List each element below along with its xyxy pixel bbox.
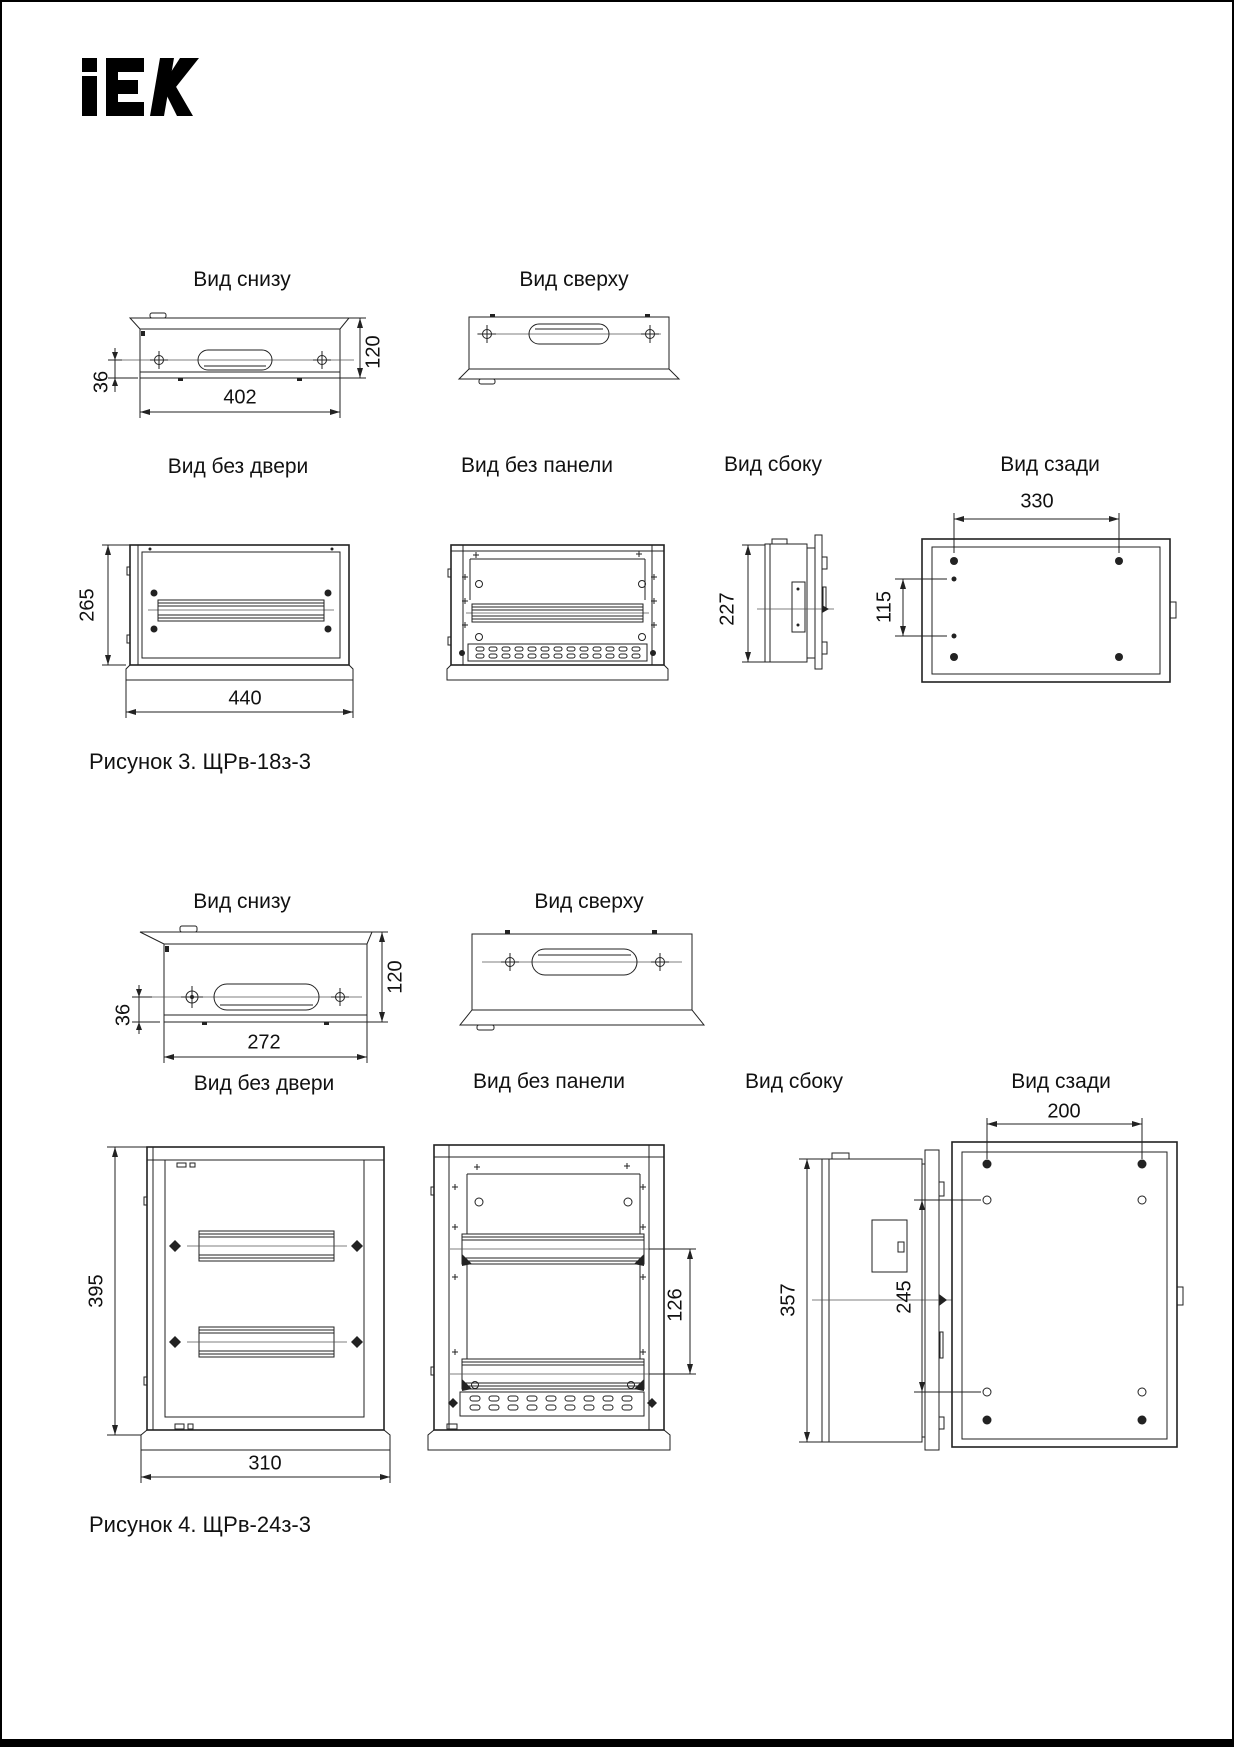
fig4-title-no-panel: Вид без панели — [473, 1070, 625, 1093]
fig4-dim-126: 126 — [664, 1288, 687, 1322]
fig4-rear-view-drawing — [897, 1097, 1217, 1462]
fig3-caption: Рисунок 3. ЩРв-18з-3 — [89, 749, 311, 774]
fig4-dim-357: 357 — [777, 1283, 800, 1317]
fig4-title-rear: Вид сзади — [1011, 1070, 1111, 1093]
fig3-title-rear: Вид сзади — [1000, 453, 1100, 476]
fig3-rear-view-drawing — [877, 487, 1189, 702]
fig3-title-bottom-view: Вид снизу — [193, 268, 291, 291]
fig3-dim-265: 265 — [76, 588, 99, 622]
fig4-top-view-drawing — [447, 927, 717, 1037]
fig3-dim-36: 36 — [90, 370, 113, 394]
fig3-title-no-panel: Вид без панели — [461, 454, 613, 477]
fig4-dim-395: 395 — [85, 1274, 108, 1308]
fig3-title-top-view: Вид сверху — [519, 268, 629, 291]
fig4-title-no-door: Вид без двери — [193, 1072, 335, 1095]
fig4-title-bottom-view: Вид снизу — [193, 890, 291, 913]
fig4-dim-36: 36 — [112, 1003, 135, 1027]
fig3-dim-227: 227 — [716, 592, 739, 626]
fig4-dim-272: 272 — [247, 1031, 281, 1054]
fig4-no-door-drawing — [87, 1137, 407, 1487]
fig3-dim-440: 440 — [228, 687, 262, 710]
fig3-title-side: Вид сбоку — [724, 453, 822, 476]
fig4-title-top-view: Вид сверху — [534, 890, 644, 913]
fig4-dim-120: 120 — [384, 960, 407, 994]
fig4-caption: Рисунок 4. ЩРв-24з-3 — [89, 1512, 311, 1537]
fig4-dim-200: 200 — [1047, 1100, 1081, 1123]
fig3-no-panel-drawing — [432, 537, 682, 692]
fig3-dim-120: 120 — [362, 335, 385, 369]
fig3-title-no-door: Вид без двери — [167, 455, 309, 478]
fig4-title-side: Вид сбоку — [745, 1070, 843, 1093]
fig3-dim-115: 115 — [873, 591, 896, 623]
fig3-dim-402: 402 — [223, 386, 257, 409]
fig3-top-view-drawing — [442, 302, 692, 397]
fig3-bottom-view-drawing — [92, 312, 402, 432]
fig4-dim-310: 310 — [248, 1452, 282, 1475]
iek-logo — [82, 58, 199, 116]
fig3-dim-330: 330 — [1020, 490, 1054, 513]
fig4-dim-245: 245 — [893, 1280, 916, 1314]
